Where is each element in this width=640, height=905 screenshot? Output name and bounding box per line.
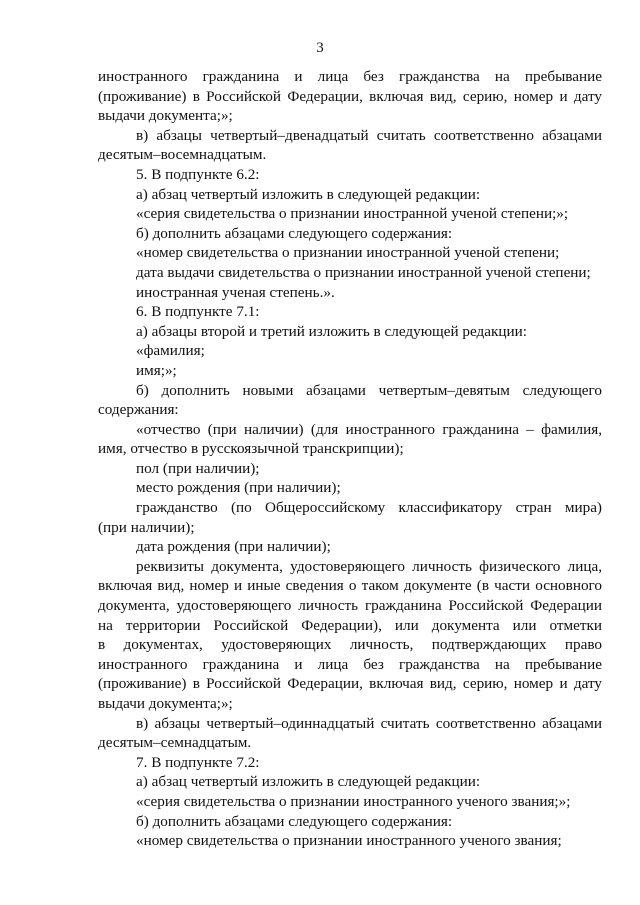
text-line: десятым–семнадцатым. (98, 734, 252, 752)
text-line: десятым–восемнадцатым. (98, 146, 267, 164)
text-line: гражданство (по Общероссийскому классификатору стран мира) (136, 499, 602, 517)
text-line: имя, отчество в русскоязычной транскрипции); (98, 440, 404, 458)
text-line: «серия свидетельства о признании иностранного ученого звания;»; (136, 792, 571, 810)
page-number: 3 (316, 40, 324, 56)
text-line: содержания: (98, 401, 179, 419)
text-line: а) абзац четвертый изложить в следующей редакции: (136, 773, 481, 791)
text-line: имя;»; (136, 361, 177, 379)
text-line: «номер свидетельства о признании иностранной ученой степени; (136, 244, 560, 262)
text-line: «отчество (при наличии) (для иностранного гражданина – фамилия, (136, 420, 602, 438)
text-line: выдачи документа;»; (98, 107, 233, 125)
text-line: б) дополнить новыми абзацами четвертым–девятым следующего (136, 381, 602, 399)
text-line: пол (при наличии); (136, 459, 260, 477)
text-line: документа, удостоверяющего личность гражданина Российской Федерации (98, 597, 602, 615)
text-line: а) абзацы второй и третий изложить в следующей редакции: (136, 322, 527, 340)
text-line: а) абзац четвертый изложить в следующей редакции: (136, 185, 481, 203)
text-line: (при наличии); (98, 518, 195, 536)
text-line: иностранного гражданина и лица без гражданства на пребывание (98, 655, 602, 673)
text-line: «номер свидетельства о признании иностранного ученого звания; (136, 832, 562, 850)
text-line: иностранного гражданина и лица без гражданства на пребывание (98, 68, 602, 85)
text-line: б) дополнить абзацами следующего содержания: (136, 224, 453, 242)
text-line: 5. В подпункте 6.2: (136, 165, 260, 183)
text-line: 7. В подпункте 7.2: (136, 753, 260, 771)
text-line: (проживание) в Российской Федерации, включая вид, серию, номер и дату (98, 87, 602, 105)
text-line: «серия свидетельства о признании иностранной ученой степени;»; (136, 205, 569, 223)
text-line: в) абзацы четвертый–двенадцатый считать соответственно абзацами (136, 126, 602, 144)
text-line: иностранная ученая степень.». (136, 283, 335, 301)
text-line: (проживание) в Российской Федерации, включая вид, серию, номер и дату (98, 675, 602, 693)
text-line: в) абзацы четвертый–одиннадцатый считать соответственно абзацами (136, 714, 602, 732)
text-line: б) дополнить абзацами следующего содержания: (136, 812, 453, 830)
text-line: включая вид, номер и иные сведения о таком документе (в части основного (98, 577, 602, 595)
text-line: в документах, удостоверяющих личность, подтверждающих право (98, 636, 602, 654)
text-line: место рождения (при наличии); (136, 479, 341, 497)
text-line: дата рождения (при наличии); (136, 538, 331, 556)
text-line: реквизиты документа, удостоверяющего личность физического лица, (136, 557, 602, 575)
text-line: 6. В подпункте 7.1: (136, 303, 260, 321)
text-line: на территории Российской Федерации), или документа или отметки (98, 616, 602, 634)
text-line: дата выдачи свидетельства о признании иностранной ученой степени; (136, 263, 591, 281)
document-body (98, 67, 602, 851)
text-line: «фамилия; (136, 342, 205, 360)
text-line: выдачи документа;»; (98, 695, 233, 712)
